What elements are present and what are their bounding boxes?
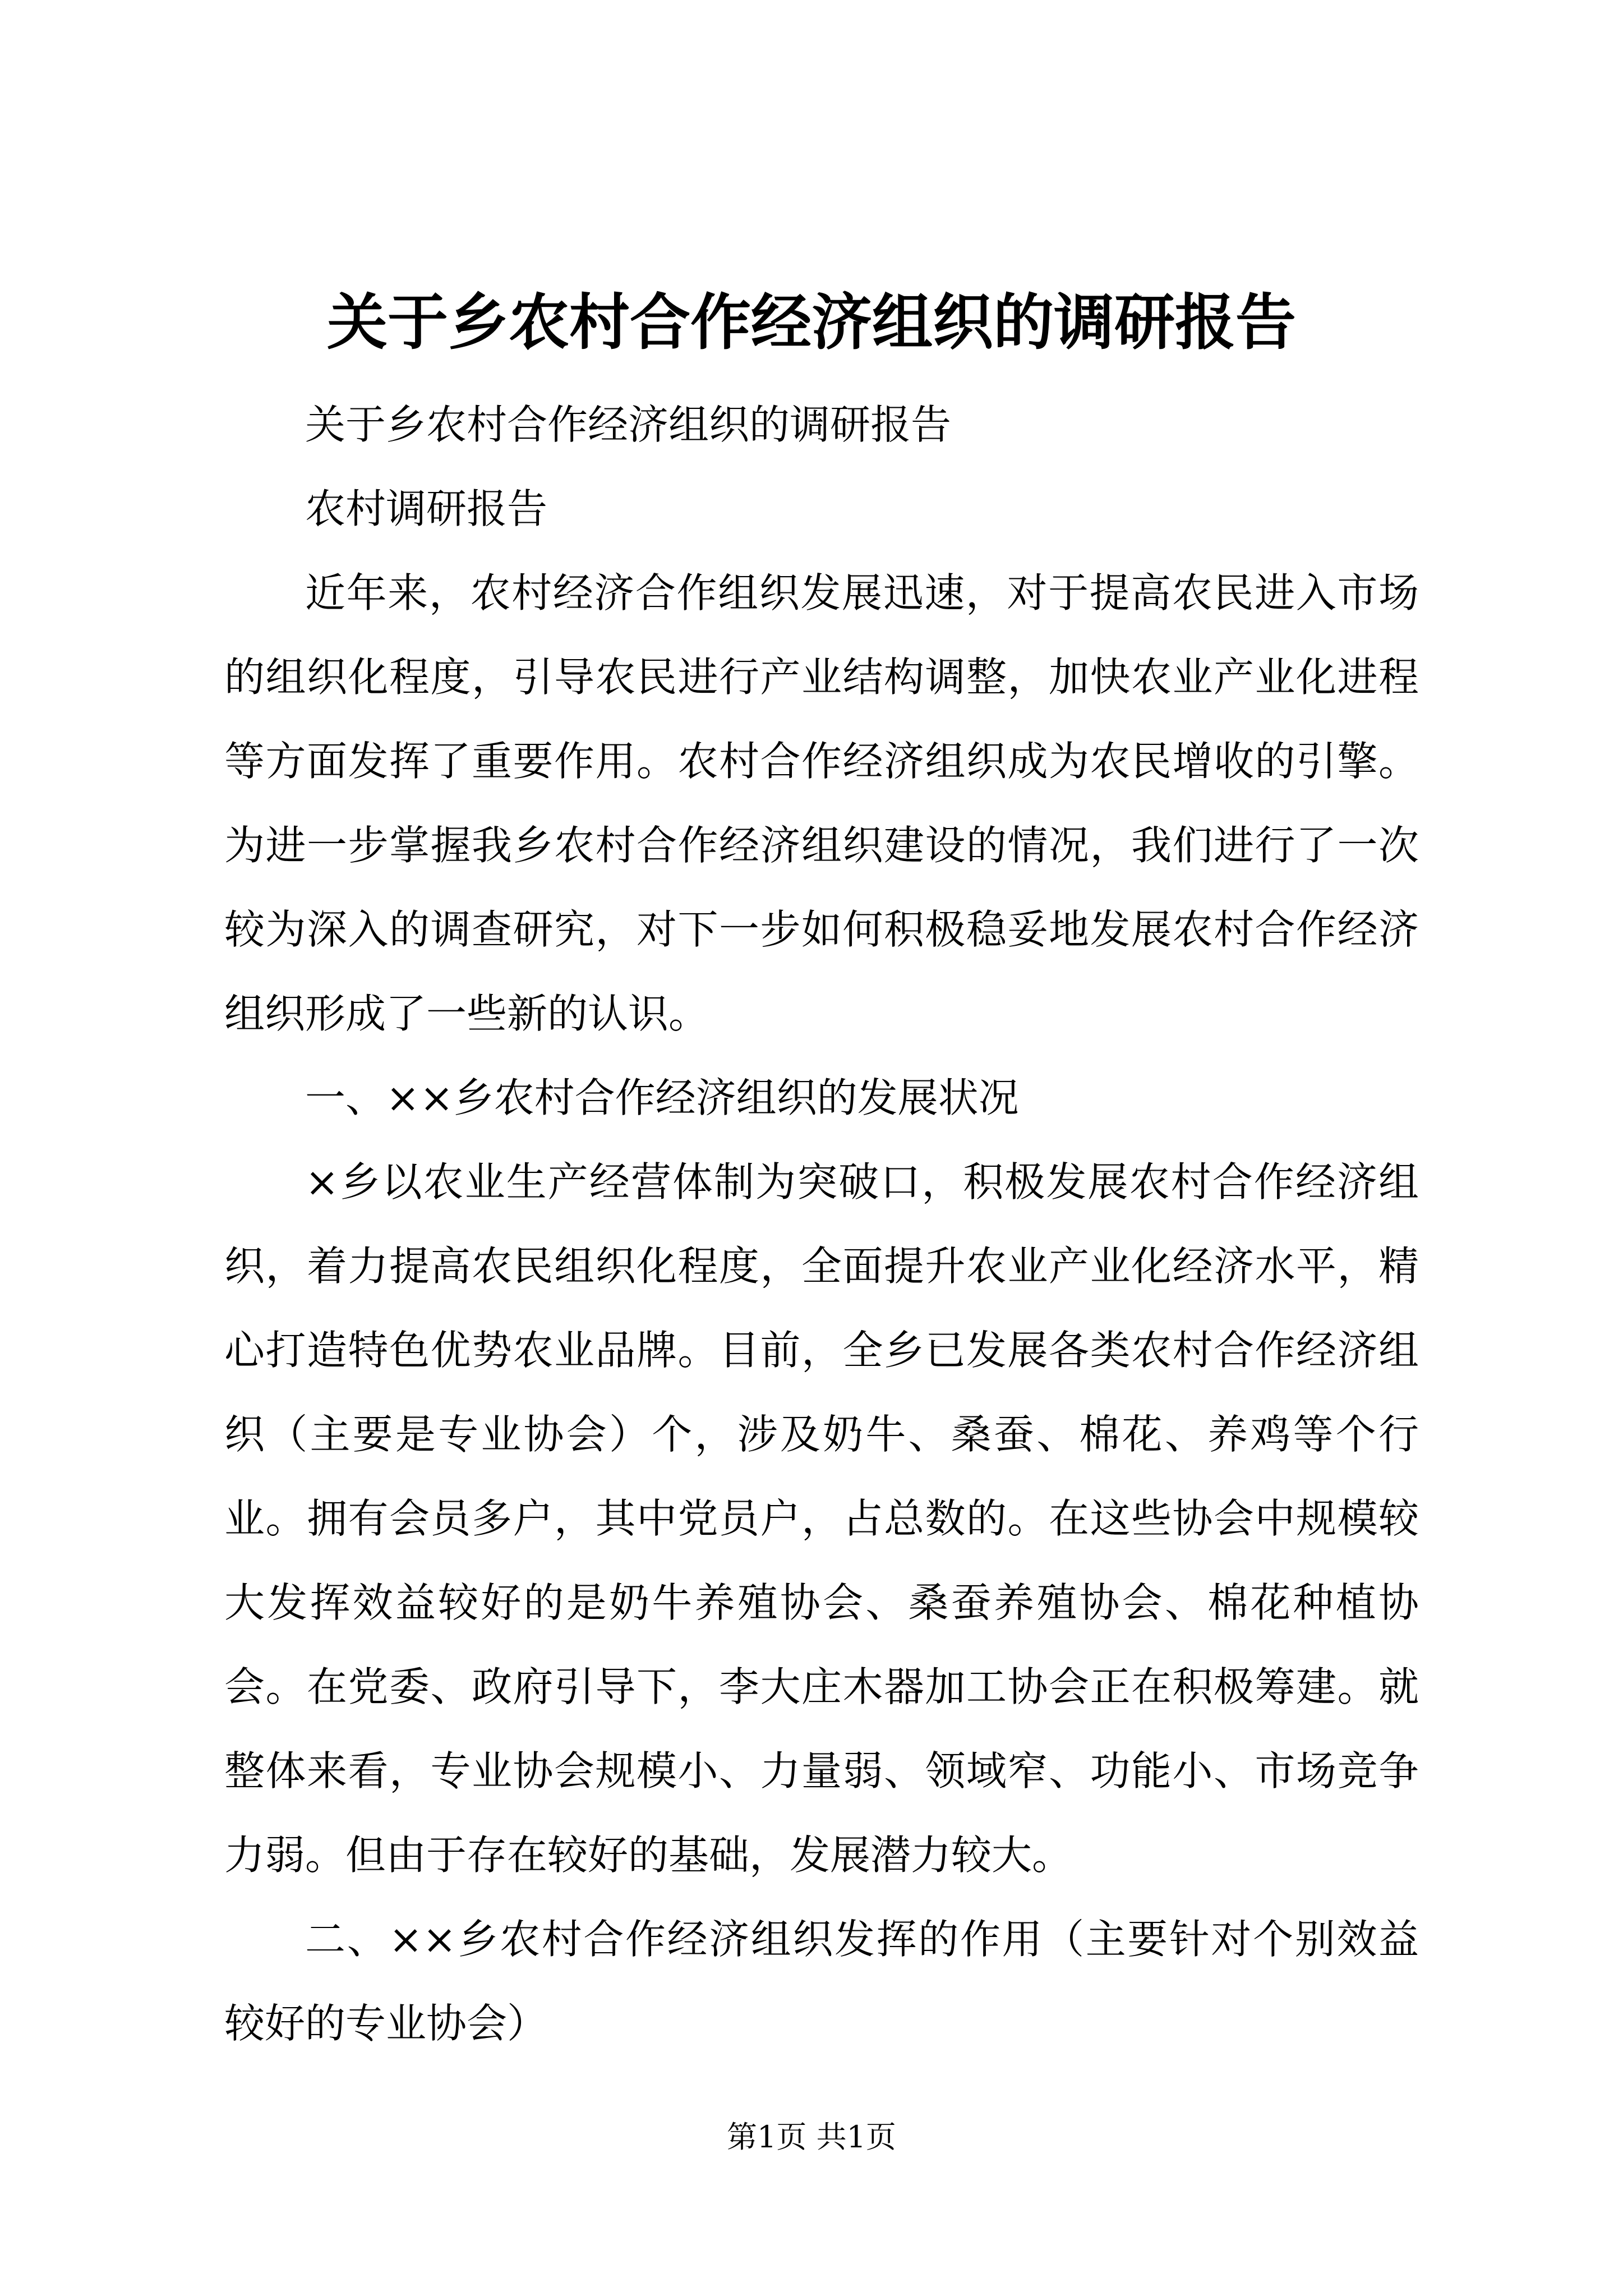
document-title: 关于乡农村合作经济组织的调研报告 <box>326 287 1296 358</box>
document-body <box>224 383 1419 2065</box>
paragraph-introduction: 近年来，农村经济合作组织发展迅速，对于提高农民进入市场的组织化程度，引导农民进行产业结构调整，加快农业产业化进程等方面发挥了重要作用。农村合作经济组织成为农民增收的引擎。为进一步掌握我乡农村合作经济组织建设的情况，我们进行了一次较为深入的调查研究，对下一步如何积极稳妥地发展农村合作经济组织形成了一些新的认识。 <box>224 569 1419 1037</box>
paragraph-development-status: ×乡以农业生产经营体制为突破口，积极发展农村合作经济组织，着力提高农民组织化程度，全面提升农业产业化经济水平，精心打造特色优势农业品牌。目前，全乡已发展各类农村合作经济组织（主要是专业协会）个，涉及奶牛、桑蚕、棉花、养鸡等个行业。拥有会员多户，其中党员户，占总数的。在这些协会中规模较大发挥效益较好的是奶牛养殖协会、桑蚕养殖协会、棉花种植协会。在党委、政府引导下，李大庄木器加工协会正在积极筹建。就整体来看，专业协会规模小、力量弱、领域窄、功能小、市场竞争力弱。但由于存在较好的基础，发展潜力较大。 <box>224 1158 1419 1879</box>
page-number-footer: 第1页 共1页 <box>727 2119 896 2155</box>
section-heading-two: 二、××乡农村合作经济组织发挥的作用（主要针对个别效益较好的专业协会） <box>224 1916 1419 2047</box>
section-heading-one: 一、××乡农村合作经济组织的发展状况 <box>305 1074 1019 1121</box>
paragraph-category: 农村调研报告 <box>305 485 548 532</box>
paragraph-subtitle: 关于乡农村合作经济组织的调研报告 <box>305 401 952 448</box>
